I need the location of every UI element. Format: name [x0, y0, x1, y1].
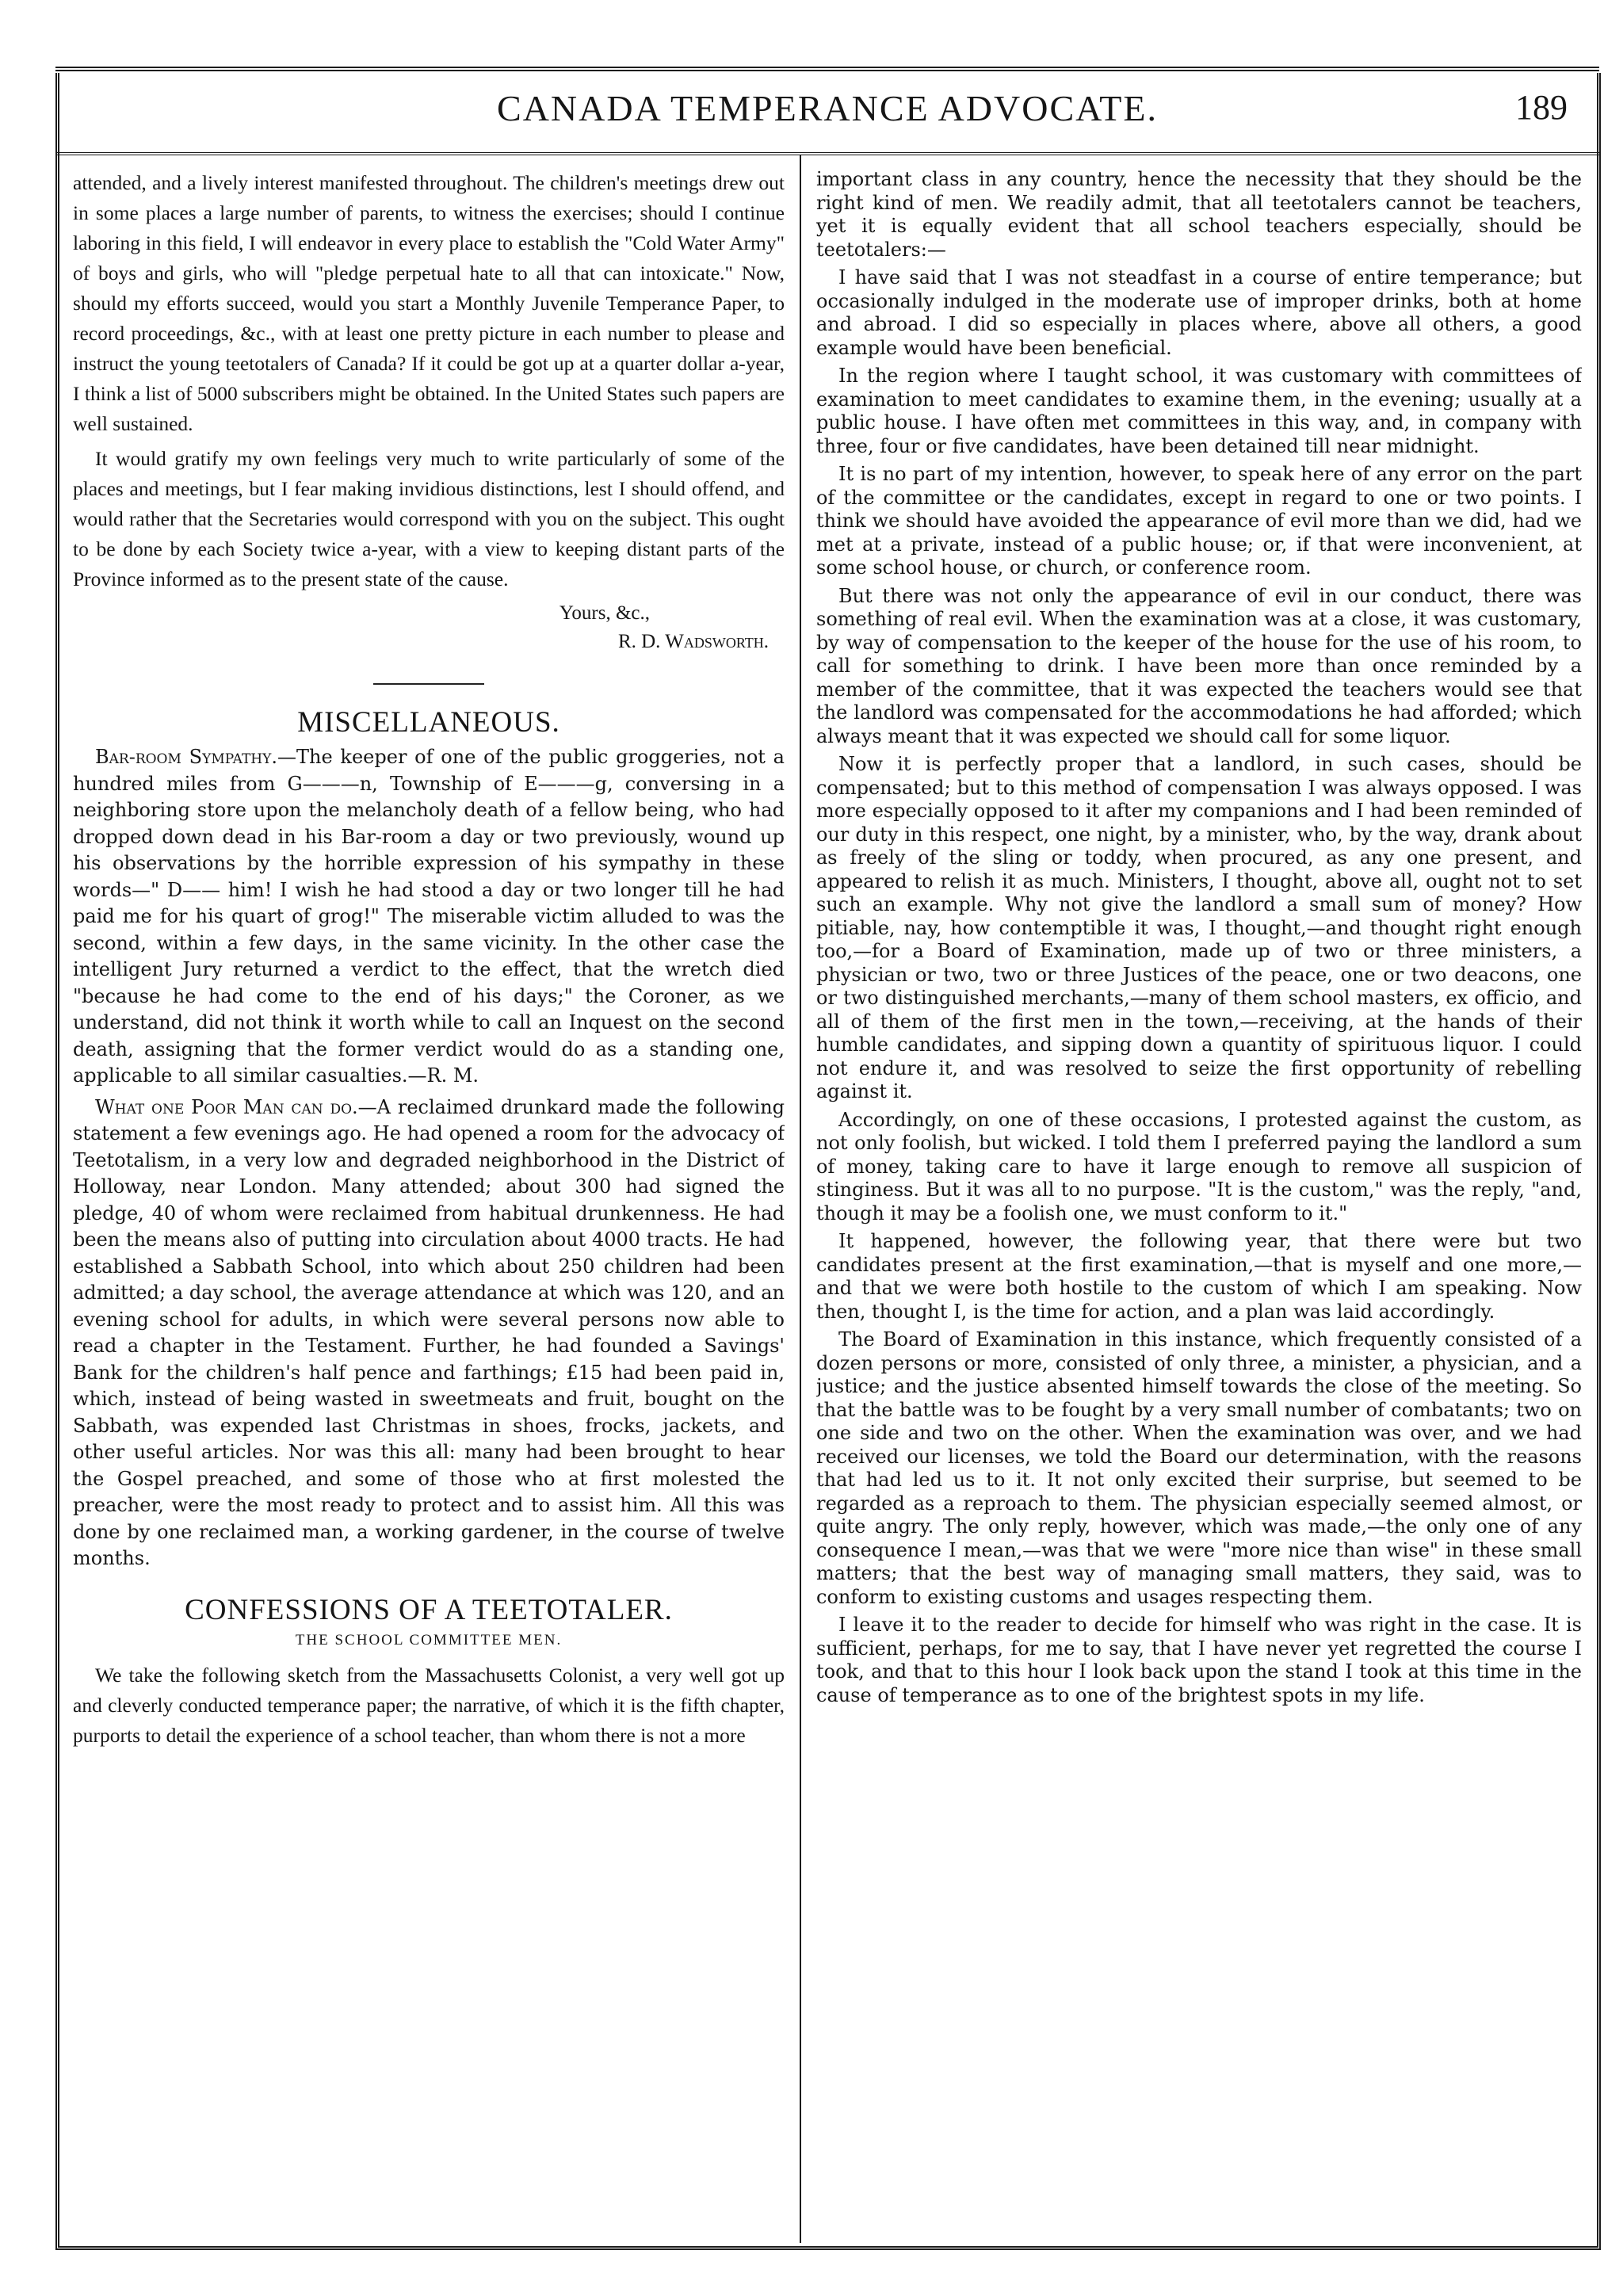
running-head — [55, 87, 1599, 151]
confessions-paragraph: I leave it to the reader to decide for himself who was right in the case. It is sufficient, perhaps, for me to say, that I have never yet regretted the course I took, and that to this hour I look back upon the stand I took at this time in the cause of temperance as to one of the brightest spots in my life. — [816, 1614, 1582, 1706]
confessions-intro: We take the following sketch from the Massachusetts Colonist, a very well got up and cleverly conducted temperance paper; the narrative, of which it is the fifth chapter, purports to detail the experience of a school teacher, than whom there is not a more — [73, 1663, 785, 1747]
letter-signoff: Yours, &c., — [559, 602, 650, 624]
header-top-rule — [55, 67, 1599, 71]
letter-paragraph: It would gratify my own feelings very much to write particularly of some of the places and meetings, but I fear making invidious distinctions, lest I should offend, and would rather that the Secretaries would correspond with you on the subject. This ought to be done by each Society twice a-year, with a view to keeping distant parts of the Province informed as to the present state of the cause. — [73, 447, 785, 590]
column-divider — [800, 155, 801, 2243]
bar-room-article — [73, 744, 785, 1090]
section-divider — [373, 683, 484, 685]
poor-man-text: —A reclaimed drunkard made the following statement a few evenings ago. He had opened a room for the advocacy of Teetotalism, in a very low and degraded neighborhood in the District of Holloway, near London. Many attended; about 300 had signed the pledge, 40 of whom were reclaimed from habitual drunkenness. He had been the means also of putting into circulation about 4000 tracts. He had established a Sabbath School, into which about 250 children had been admitted; a day school, the average attendance at which was 120, and an evening school for adults, in which were several persons now able to read a chapter in the Testament. Further, he had founded a Savings' Bank for the children's half pence and farthings; £15 had been paid in, which, instead of being wasted in sweetmeats and fruit, bought on the Sabbath, was expended last Christmas in shoes, frocks, jackets, and other useful articles. Nor was this all: many had been brought to hear the Gospel preached, and some of those who at first molested the preacher, were the most ready to protect and to assist him. All this was done by one reclaimed man, a working gardener, in the course of twelve months. — [73, 1095, 785, 1569]
page-number: 189 — [1515, 88, 1568, 127]
confessions-paragraph: Now it is perfectly proper that a landlord, in such cases, should be compensated; but to this method of compensation I was always opposed. I was more especially opposed to it after my companions and I had been reminded of our duty in this respect, one night, by a minister, who, by the way, drank about as freely of the sling or toddy, when procured, as any one present, and appeared to relish it as much. Ministers, I thought, above all, ought not to set such an example. Why not give the landlord a small sum of money? How pitiable, nay, how contemptible it was, I thought,—and thought right enough too,—for a Board of Examination, made up of two or three ministers, a physician or two, two or three Justices of the peace, one or two deacons, one or two distinguished merchants,—many of them school masters, ex officio, and all of them of the first men in the town,—receiving, at the hands of their humble candidates, and sipping down a quantity of spirituous liquor. I could not endure it, and was resolved to seize the first opportunity of rebelling against it. — [816, 753, 1582, 1102]
bar-room-title: Bar-room Sympathy. — [95, 746, 277, 768]
confessions-paragraph: important class in any country, hence the necessity that they should be the right kind of men. We readily admit, that all teetotalers cannot be teachers, yet it is equally evident that all school teachers especially, should be teetotalers:— — [816, 168, 1582, 261]
letter-author: R. D. Wadsworth. — [617, 631, 769, 652]
confessions-paragraph: It happened, however, the following year, that there were but two candidates present at the first examination,—that is myself and one more,—and that we were both hostile to the custom of which I am speaking. Now then, thought I, is the time for action, and a plan was laid accordingly. — [816, 1230, 1582, 1323]
confessions-paragraph: Accordingly, on one of these occasions, I protested against the custom, as not only foolish, but wicked. I told them I preferred paying the landlord a sum of money, taking care to have it large enough to remove all suspicion of stinginess. But it was all to no purpose. "It is the custom," was the reply, "and, though it may be a foolish one, we must conform to it." — [816, 1108, 1582, 1224]
confessions-heading: CONFESSIONS OF A TEETOTALER. — [185, 1593, 673, 1626]
header-bottom-rule — [55, 152, 1599, 155]
poor-man-title: What one Poor Man can do. — [95, 1095, 358, 1118]
confessions-paragraph: I have said that I was not steadfast in a course of entire temperance; but occasionally indulged in the moderate use of improper drinks, both at home and abroad. I did so especially in places where, above all others, a good example would have been beneficial. — [816, 266, 1582, 359]
right-column — [816, 168, 1582, 2237]
bar-room-text: —The keeper of one of the public groggeries, not a hundred miles from G———n, Township of E———g, conversing in a neighboring store upon the melancholy death of a fellow being, who had dropped down dead in his Bar-room a day or two previously, wound up his observations by the horrible expression of his sympathy in these words—" D—— him! I wish he had stood a day or two longer till he had paid me for his quart of grog!" The miserable victim alluded to was the second, within a few days, in the same vicinity. In the other case the intelligent Jury returned a verdict to the effect, that the wretch died "because he had come to the end of his days;" the Coroner, as we understand, did not think it worth while to call an Inquest on the second death, assigning that the former verdict would do as a standing one, applicable to all similar casualties.—R. M. — [73, 746, 785, 1087]
running-title: CANADA TEMPERANCE ADVOCATE. — [497, 88, 1158, 128]
confessions-paragraph: In the region where I taught school, it was customary with committees of examination to meet candidates to examine them, in the evening; usually at a public house. I have often met committees in this way, and, in company with three, four or five candidates, have been detained till near midnight. — [816, 365, 1582, 457]
left-column — [73, 168, 785, 2237]
poor-man-article — [73, 1095, 785, 1572]
confessions-subheading: THE SCHOOL COMMITTEE MEN. — [295, 1631, 563, 1648]
confessions-paragraph: It is no part of my intention, however, to speak here of any error on the part of the committee or the candidates, except in regard to one or two points. I think we should have avoided the appearance of evil more than we did, had we met at a private, instead of a public house; or, if that were inconvenient, at some school house, or church, or conference room. — [816, 463, 1582, 579]
confessions-paragraph: The Board of Examination in this instance, which frequently consisted of a dozen persons or more, consisted of only three, a minister, a physician, and a justice; and the justice absented himself towards the close of the meeting. So that the battle was to be fought by a very small number of combatants; two on one side and two on the other. When the examination was over, and we had received our licenses, we told the Board our determination, with the reasons that had led us to it. It not only excited their surprise, but seemed to be regarded as a reproach to them. The physician especially seemed almost, or quite angry. The only reply, however, which was made,—the only one of any consequence I mean,—was that we were "more nice than wise" in these small matters; that the best way of managing small matters, they said, was to conform to existing customs and usages respecting them. — [816, 1328, 1582, 1608]
confessions-paragraph: But there was not only the appearance of evil in our conduct, there was something of real evil. When the examination was at a close, it was customary, by way of compensation to the keeper of the house for the use of his room, to call for something to drink. I have been more than once reminded by a member of the committee, that it was expected the teachers would see that the landlord was compensated for the accommodations he had afforded; which always meant that it was expected we should call for some liquor. — [816, 584, 1582, 747]
miscellaneous-heading: MISCELLANEOUS. — [297, 706, 560, 739]
letter-paragraph: attended, and a lively interest manifested throughout. The children's meetings drew out in some places a large number of parents, to witness the exercises; should I continue laboring in this field, I will endeavor in every place to establish the "Cold Water Army" of boys and girls, who will "pledge perpetual hate to all that can intoxicate." Now, should my efforts succeed, would you start a Monthly Juvenile Temperance Paper, to record proceedings, &c., with at least one pretty picture in each number to please and instruct the young teetotalers of Canada? If it could be got up at a quarter dollar a-year, I think a list of 5000 subscribers might be obtained. In the United States such papers are well sustained. — [73, 171, 785, 435]
